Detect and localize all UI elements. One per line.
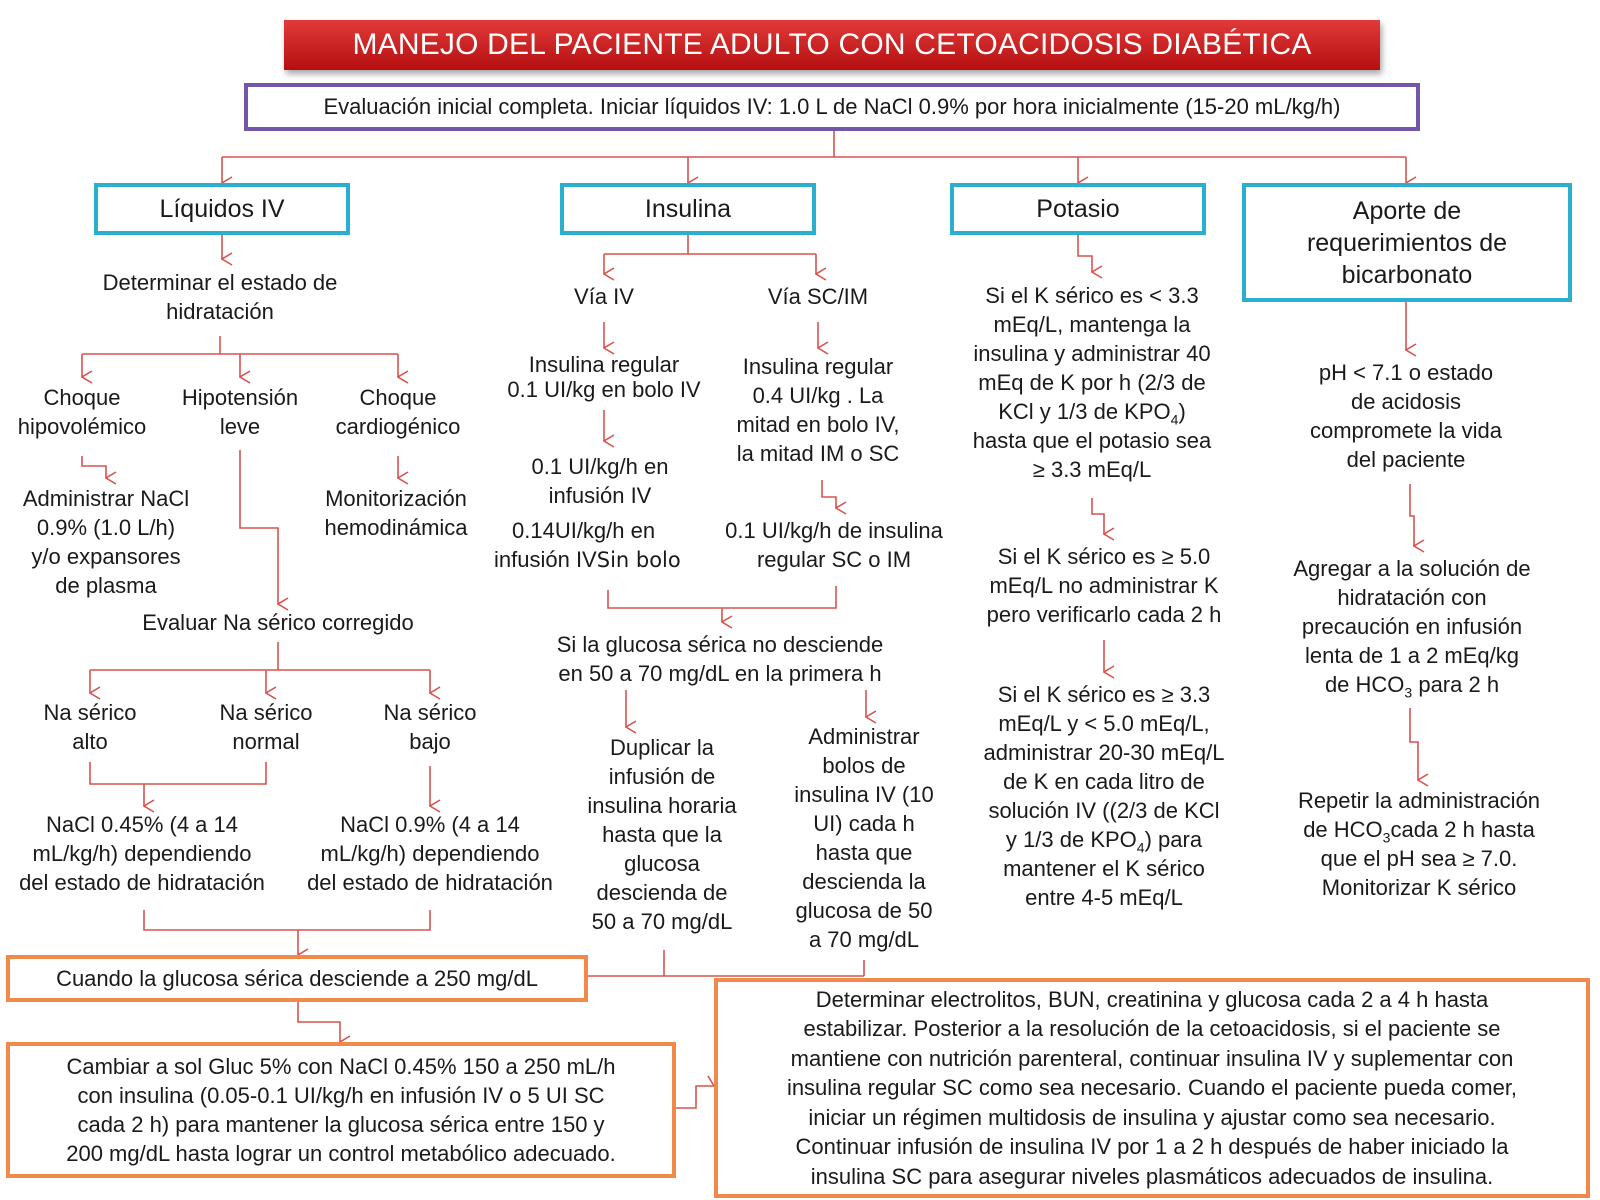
ins-duplicar-line: infusión de (608, 764, 716, 789)
ins-si-glucosa-line: Si la glucosa sérica no desciende (556, 632, 884, 657)
k-low-line: KCl y 1/3 de KPO (998, 399, 1171, 424)
ins-duplicar-line: insulina horaria (587, 793, 737, 818)
ins-bolos-line: descienda la (802, 869, 926, 894)
ins-regular-sc-line: Insulina regular (742, 354, 894, 379)
title-banner: MANEJO DEL PACIENTE ADULTO CON CETOACIDOSIS DIABÉTICA (284, 20, 1380, 70)
k-mid (962, 680, 1246, 912)
cambiar-line: 200 mg/dL hasta lograr un control metabólico adecuado. (66, 1141, 616, 1166)
liq-nacl-045 (2, 810, 282, 897)
cambiar-line: con insulina (0.05-0.1 UI/kg/h en infusión IV o 5 UI SC (77, 1083, 605, 1108)
ins-infusion-sin-bolo-line: infusión IV (494, 547, 597, 572)
bic-agregar-line: para 2 h (1412, 672, 1500, 697)
liq-administrar-line: 0.9% (1.0 L/h) (36, 515, 176, 540)
header-potasio-label: Potasio (1036, 195, 1120, 223)
k-mid-kpo-row (962, 825, 1246, 854)
wire-k-1 (1078, 235, 1092, 272)
liq-choque-cardio-line: Choque (359, 385, 437, 410)
k-low-line: ≥ 3.3 mEq/L (1032, 457, 1152, 482)
liq-na-alto (20, 698, 160, 756)
liq-na-bajo-line: Na sérico (383, 700, 477, 725)
ins-duplicar-line: 50 a 70 mg/dL (591, 909, 733, 934)
ins-si-glucosa (520, 630, 920, 688)
bic-agregar-line: de HCO (1324, 672, 1405, 697)
liq-monitorizacion (306, 484, 486, 542)
liq-evaluar-na-line: Evaluar Na sérico corregido (142, 610, 414, 635)
header-liquidos-label: Líquidos IV (159, 195, 285, 223)
liq-estado-line: hidratación (166, 299, 274, 324)
k-mid-line: administrar 20-30 mEq/L (983, 740, 1225, 765)
ins-bolos-line: glucosa de 50 (795, 898, 933, 923)
wire-ins-merge (608, 586, 836, 608)
ins-regular-sc-im (704, 516, 964, 574)
ins-bolos-line: Administrar (808, 724, 920, 749)
k-low-line: Si el K sérico es < 3.3 (985, 283, 1199, 308)
ins-via-sc-line: Vía SC/IM (767, 284, 869, 309)
ins-via-iv (544, 282, 664, 311)
bic-repetir-line: Repetir la administración (1297, 788, 1541, 813)
k-mid-line: Si el K sérico es ≥ 3.3 (997, 682, 1211, 707)
determinar-line: Determinar electrolitos, BUN, creatinina y glucosa cada 2 a 4 h hasta (815, 986, 1489, 1012)
k-high-line: Si el K sérico es ≥ 5.0 (997, 544, 1211, 569)
ins-duplicar-line: Duplicar la (610, 735, 714, 760)
wire-glucosa-to-cambiar (298, 1002, 340, 1042)
liq-na-alto-line: alto (72, 729, 108, 754)
ins-regular-sc-im-line: regular SC o IM (756, 547, 912, 572)
ins-regular-sc-im-line: 0.1 UI/kg/h de insulina (725, 518, 943, 543)
bic-repetir-line: cada 2 h hasta (1390, 817, 1535, 842)
k-high (964, 542, 1244, 629)
header-potasio (950, 183, 1206, 235)
ins-via-sc (748, 282, 888, 311)
liq-hipotension-line: leve (219, 414, 261, 439)
k-high-line: mEq/L no administrar K (989, 573, 1219, 598)
ins-regular-sc (718, 352, 918, 468)
ins-via-iv-line: Vía IV (574, 284, 634, 309)
ins-infusion-iv (510, 452, 690, 510)
wire-liq-alto-normal (90, 762, 266, 784)
determinar-line: insulina SC para asegurar niveles plasmáticos adecuados de insulina. (810, 1163, 1494, 1189)
k-low-subscript: 4 (1170, 411, 1179, 428)
header-bicarbonato-line: bicarbonato (1341, 260, 1473, 289)
ins-sin-bolo-note: Sin bolo (596, 548, 681, 572)
liq-na-bajo-line: bajo (409, 729, 451, 754)
ins-regular-iv (494, 352, 714, 402)
liq-nacl-09-line: NaCl 0.9% (4 a 14 (340, 812, 520, 837)
ins-bolos-line: bolos de (822, 753, 906, 778)
ins-duplicar-line: hasta que la (602, 822, 722, 847)
liq-hipotension-line: Hipotensión (181, 385, 299, 410)
liq-administrar-line: y/o expansores (31, 544, 181, 569)
header-bicarbonato-line: requerimientos de (1306, 228, 1508, 257)
bic-repetir-line: Monitorizar K sérico (1321, 875, 1517, 900)
liq-nacl-045-line: mL/kg/h) dependiendo (32, 841, 252, 866)
liq-estado-line: Determinar el estado de (102, 270, 338, 295)
cambiar-line: Cambiar a sol Gluc 5% con NaCl 0.45% 150 a 250 mL/h (66, 1054, 616, 1079)
ins-si-glucosa-line: en 50 a 70 mg/dL en la primera h (558, 661, 882, 686)
bic-agregar-line: Agregar a la solución de (1293, 556, 1531, 581)
k-low-line: mEq de K por h (2/3 de (978, 370, 1206, 395)
liq-hipotension (170, 383, 310, 441)
bic-agregar-line: lenta de 1 a 2 mEq/kg (1304, 643, 1520, 668)
determinar-box (714, 978, 1590, 1198)
ins-bolos-line: a 70 mg/dL (808, 927, 920, 952)
liq-nacl-09 (292, 810, 568, 897)
k-mid-line: solución IV ((2/3 de KCl (988, 798, 1220, 823)
k-mid-line: y 1/3 de KPO (1005, 827, 1137, 852)
determinar-line: estabilizar. Posterior a la resolución de la cetoacidosis, si el paciente se (803, 1016, 1501, 1042)
liq-choque-hipo (2, 383, 162, 441)
wire-ins-sc-inf (822, 480, 836, 508)
bic-repetir-line: de HCO (1303, 817, 1383, 842)
bic-ph (1274, 358, 1538, 474)
liq-na-normal-line: Na sérico (219, 700, 313, 725)
bic-ph-line: del paciente (1346, 447, 1466, 472)
ins-infusion-sin-bolo-row (494, 545, 714, 575)
liq-monitorizacion-line: Monitorización (325, 486, 467, 511)
liq-administrar-line: Administrar NaCl (22, 486, 190, 511)
ins-infusion-sin-bolo-line: 0.14UI/kg/h en (512, 518, 656, 543)
initial-evaluation-box (244, 83, 1420, 131)
bic-agregar-line: precaución en infusión (1301, 614, 1523, 639)
k-low-line: mEq/L, mantenga la (993, 312, 1191, 337)
bic-agregar-line: hidratación con (1337, 585, 1487, 610)
bic-ph-line: de acidosis (1350, 389, 1462, 414)
k-mid-line: mEq/L y < 5.0 mEq/L, (998, 711, 1210, 736)
liq-estado (70, 268, 370, 326)
ins-bolos (772, 722, 956, 954)
ins-infusion-iv-line: 0.1 UI/kg/h en (531, 454, 669, 479)
liq-evaluar-na (110, 608, 446, 637)
ins-infusion-iv-line: infusión IV (548, 483, 652, 508)
wire-liq-hipot-eval (240, 450, 278, 604)
determinar-line: mantiene con nutrición parenteral, continuar insulina IV y suplementar con (790, 1045, 1514, 1071)
liq-na-normal-line: normal (232, 729, 300, 754)
k-high-line: pero verificarlo cada 2 h (986, 602, 1222, 627)
k-mid-line: mantener el K sérico (1003, 856, 1205, 881)
liq-na-alto-line: Na sérico (43, 700, 137, 725)
liq-choque-hipo-line: hipovolémico (17, 414, 147, 439)
bic-repetir (1266, 786, 1572, 902)
header-insulina (560, 183, 816, 235)
ins-duplicar (566, 733, 758, 936)
k-low-line: insulina y administrar 40 (973, 341, 1211, 366)
determinar-line: Continuar infusión de insulina IV por 1 a 2 h después de haber iniciado la (795, 1134, 1509, 1160)
bic-repetir-subscript: 3 (1382, 829, 1391, 846)
k-low (952, 281, 1232, 484)
cambiar-box (6, 1042, 676, 1178)
ins-regular-sc-line: la mitad IM o SC (736, 441, 900, 466)
wire-liq-045-09 (144, 910, 430, 930)
header-insulina-label: Insulina (644, 195, 732, 223)
ins-regular-iv-line: Insulina regular (528, 352, 680, 377)
bic-agregar-subscript: 3 (1404, 684, 1413, 701)
liq-nacl-045-line: NaCl 0.45% (4 a 14 (46, 812, 238, 837)
ins-bolos-line: insulina IV (10 (794, 782, 934, 807)
cambiar-line: cada 2 h) para mantener la glucosa sérica entre 150 y (77, 1112, 605, 1137)
liq-choque-cardio-line: cardiogénico (335, 414, 461, 439)
liq-administrar-line: de plasma (55, 573, 157, 598)
initial-evaluation-text: Evaluación inicial completa. Iniciar líquidos IV: 1.0 L de NaCl 0.9% por hora inicialmente (15-20 mL/kg/h) (323, 94, 1341, 119)
wire-b-3 (1410, 708, 1418, 780)
bic-repetir-hco-row (1266, 815, 1572, 844)
ins-bolos-line: hasta que (815, 840, 913, 865)
ins-bolos-line: UI) cada h (813, 811, 915, 836)
glucosa-250-text: Cuando la glucosa sérica desciende a 250 mg/dL (56, 965, 538, 991)
glucosa-250-box (6, 955, 588, 1002)
k-low-line: ) (1178, 399, 1186, 424)
k-mid-subscript: 4 (1136, 839, 1145, 856)
determinar-line: insulina regular SC como sea necesario. Cuando el paciente pueda comer, (786, 1075, 1518, 1101)
header-bicarbonato-line: Aporte de (1352, 196, 1462, 225)
liq-na-bajo (360, 698, 500, 756)
liq-nacl-09-line: del estado de hidratación (307, 870, 553, 895)
k-mid-line: de K en cada litro de (1003, 769, 1205, 794)
bic-repetir-line: que el pH sea ≥ 7.0. (1320, 846, 1518, 871)
determinar-line: iniciar un régimen multidosis de insulina y ajustar como sea necesario. (808, 1104, 1496, 1130)
k-low-kcl-row (952, 397, 1232, 426)
liq-choque-cardio (318, 383, 478, 441)
liq-na-normal (196, 698, 336, 756)
header-bicarbonato (1242, 183, 1572, 302)
liq-administrar (6, 484, 206, 600)
ins-regular-sc-line: mitad en bolo IV, (736, 412, 900, 437)
header-liquidos (94, 183, 350, 235)
bic-ph-line: compromete la vida (1310, 418, 1502, 443)
wire-k-2 (1092, 498, 1104, 534)
ins-regular-sc-line: 0.4 UI/kg . La (752, 383, 884, 408)
bic-agregar-hco-row (1262, 670, 1562, 699)
wire-liq-hipo-admin (82, 456, 106, 478)
wire-b-2 (1410, 484, 1414, 546)
liq-nacl-045-line: del estado de hidratación (19, 870, 265, 895)
ins-duplicar-line: descienda de (596, 880, 728, 905)
liq-choque-hipo-line: Choque (43, 385, 121, 410)
bic-agregar (1262, 554, 1562, 699)
ins-infusion-sin-bolo (494, 516, 714, 575)
k-mid-line: entre 4-5 mEq/L (1025, 885, 1183, 910)
bic-ph-line: pH < 7.1 o estado (1318, 360, 1494, 385)
ins-duplicar-line: glucosa (624, 851, 700, 876)
k-mid-line: ) para (1144, 827, 1203, 852)
wire-cambiar-to-determinar (676, 1086, 714, 1108)
k-low-line: hasta que el potasio sea (972, 428, 1212, 453)
liq-monitorizacion-line: hemodinámica (324, 515, 468, 540)
liq-nacl-09-line: mL/kg/h) dependiendo (320, 841, 540, 866)
ins-regular-iv-line: 0.1 UI/kg en bolo IV (507, 377, 701, 402)
